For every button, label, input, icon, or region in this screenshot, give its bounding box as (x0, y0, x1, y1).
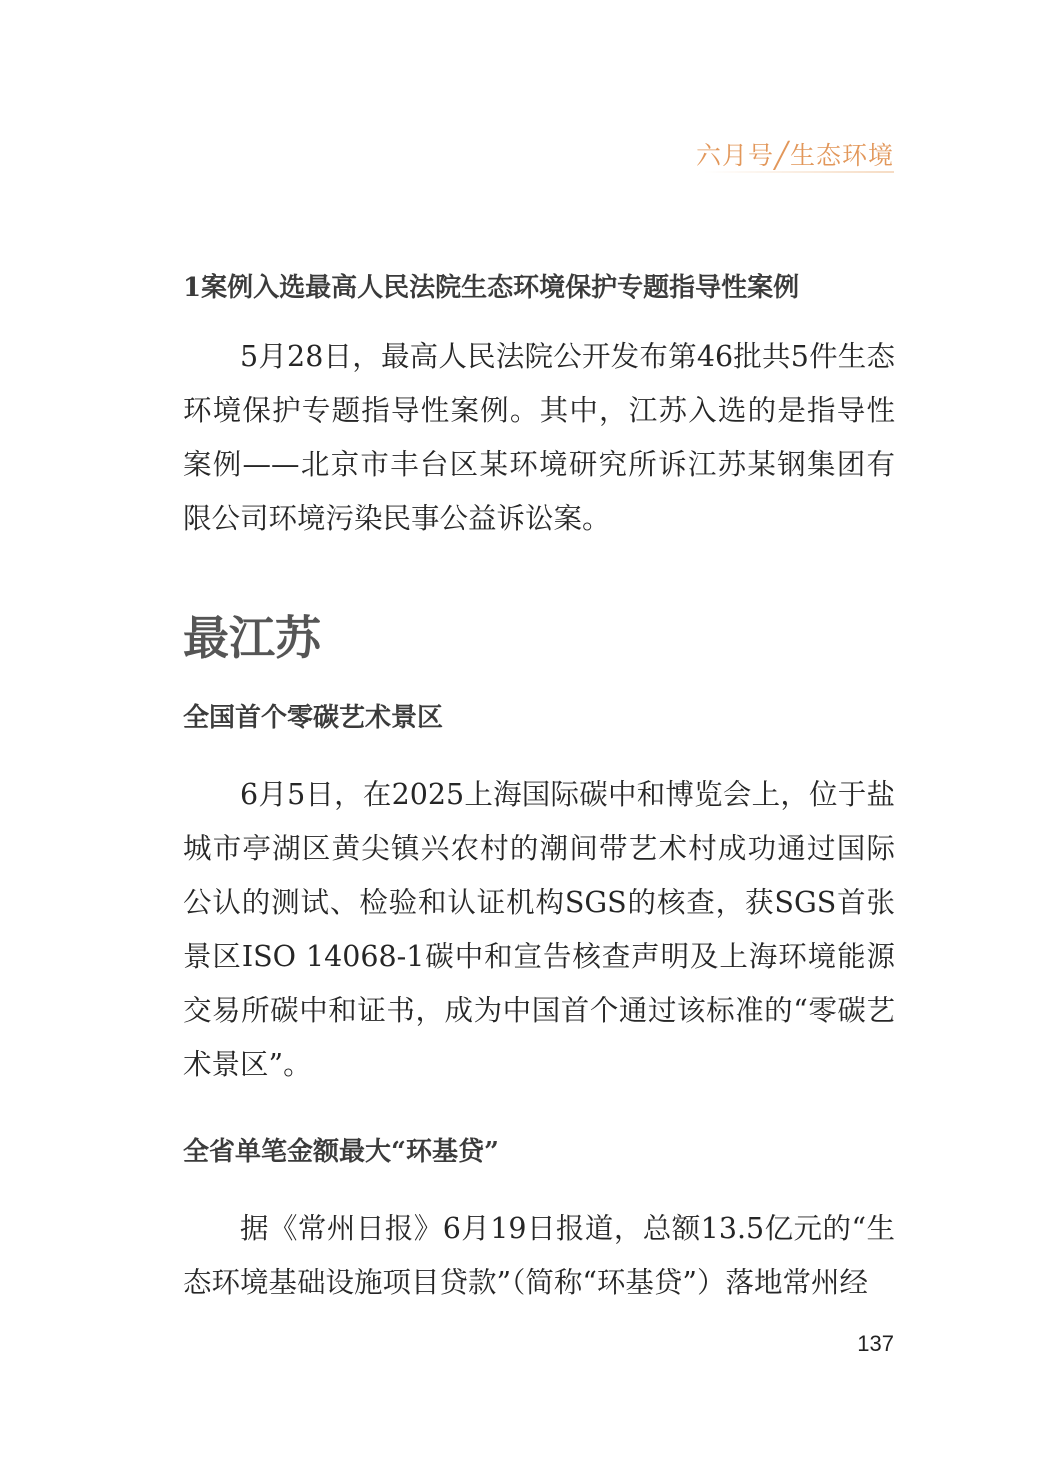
article-3-body: 据《常州日报》6月19日报道，总额13.5亿元的“生态环境基础设施项目贷款”（简称“环基贷”）落地常州经 (183, 1212, 895, 1299)
section-title: 最江苏 (183, 611, 321, 665)
article-3-heading: 全省单笔金额最大“环基贷” (183, 1137, 499, 1167)
article-2-body: 6月5日，在2025上海国际碳中和博览会上，位于盐城市亭湖区黄尖镇兴农村的潮间带艺术村成功通过国际公认的测试、检验和认证机构SGS的核查，获SGS首张景区ISO 14068-1碳中和宣告核查声明及上海环境能源交易所碳中和证书，成为中国首个通过该标准的“零碳艺术景区”。 (183, 778, 895, 1081)
page-number: 137 (857, 1331, 894, 1356)
page-content (183, 262, 895, 1310)
article-2-heading: 全国首个零碳艺术景区 (183, 703, 444, 733)
article-1-heading: 1案例入选最高人民法院生态环境保护专题指导性案例 (183, 273, 800, 303)
header-underline (704, 171, 894, 173)
article-1-body: 5月28日，最高人民法院公开发布第46批共5件生态环境保护专题指导性案例。其中，江苏入选的是指导性案例——北京市丰台区某环境研究所诉江苏某钢集团有限公司环境污染民事公益诉讼案。 (183, 340, 895, 535)
running-header: 六月号╱生态环境 (695, 141, 894, 170)
